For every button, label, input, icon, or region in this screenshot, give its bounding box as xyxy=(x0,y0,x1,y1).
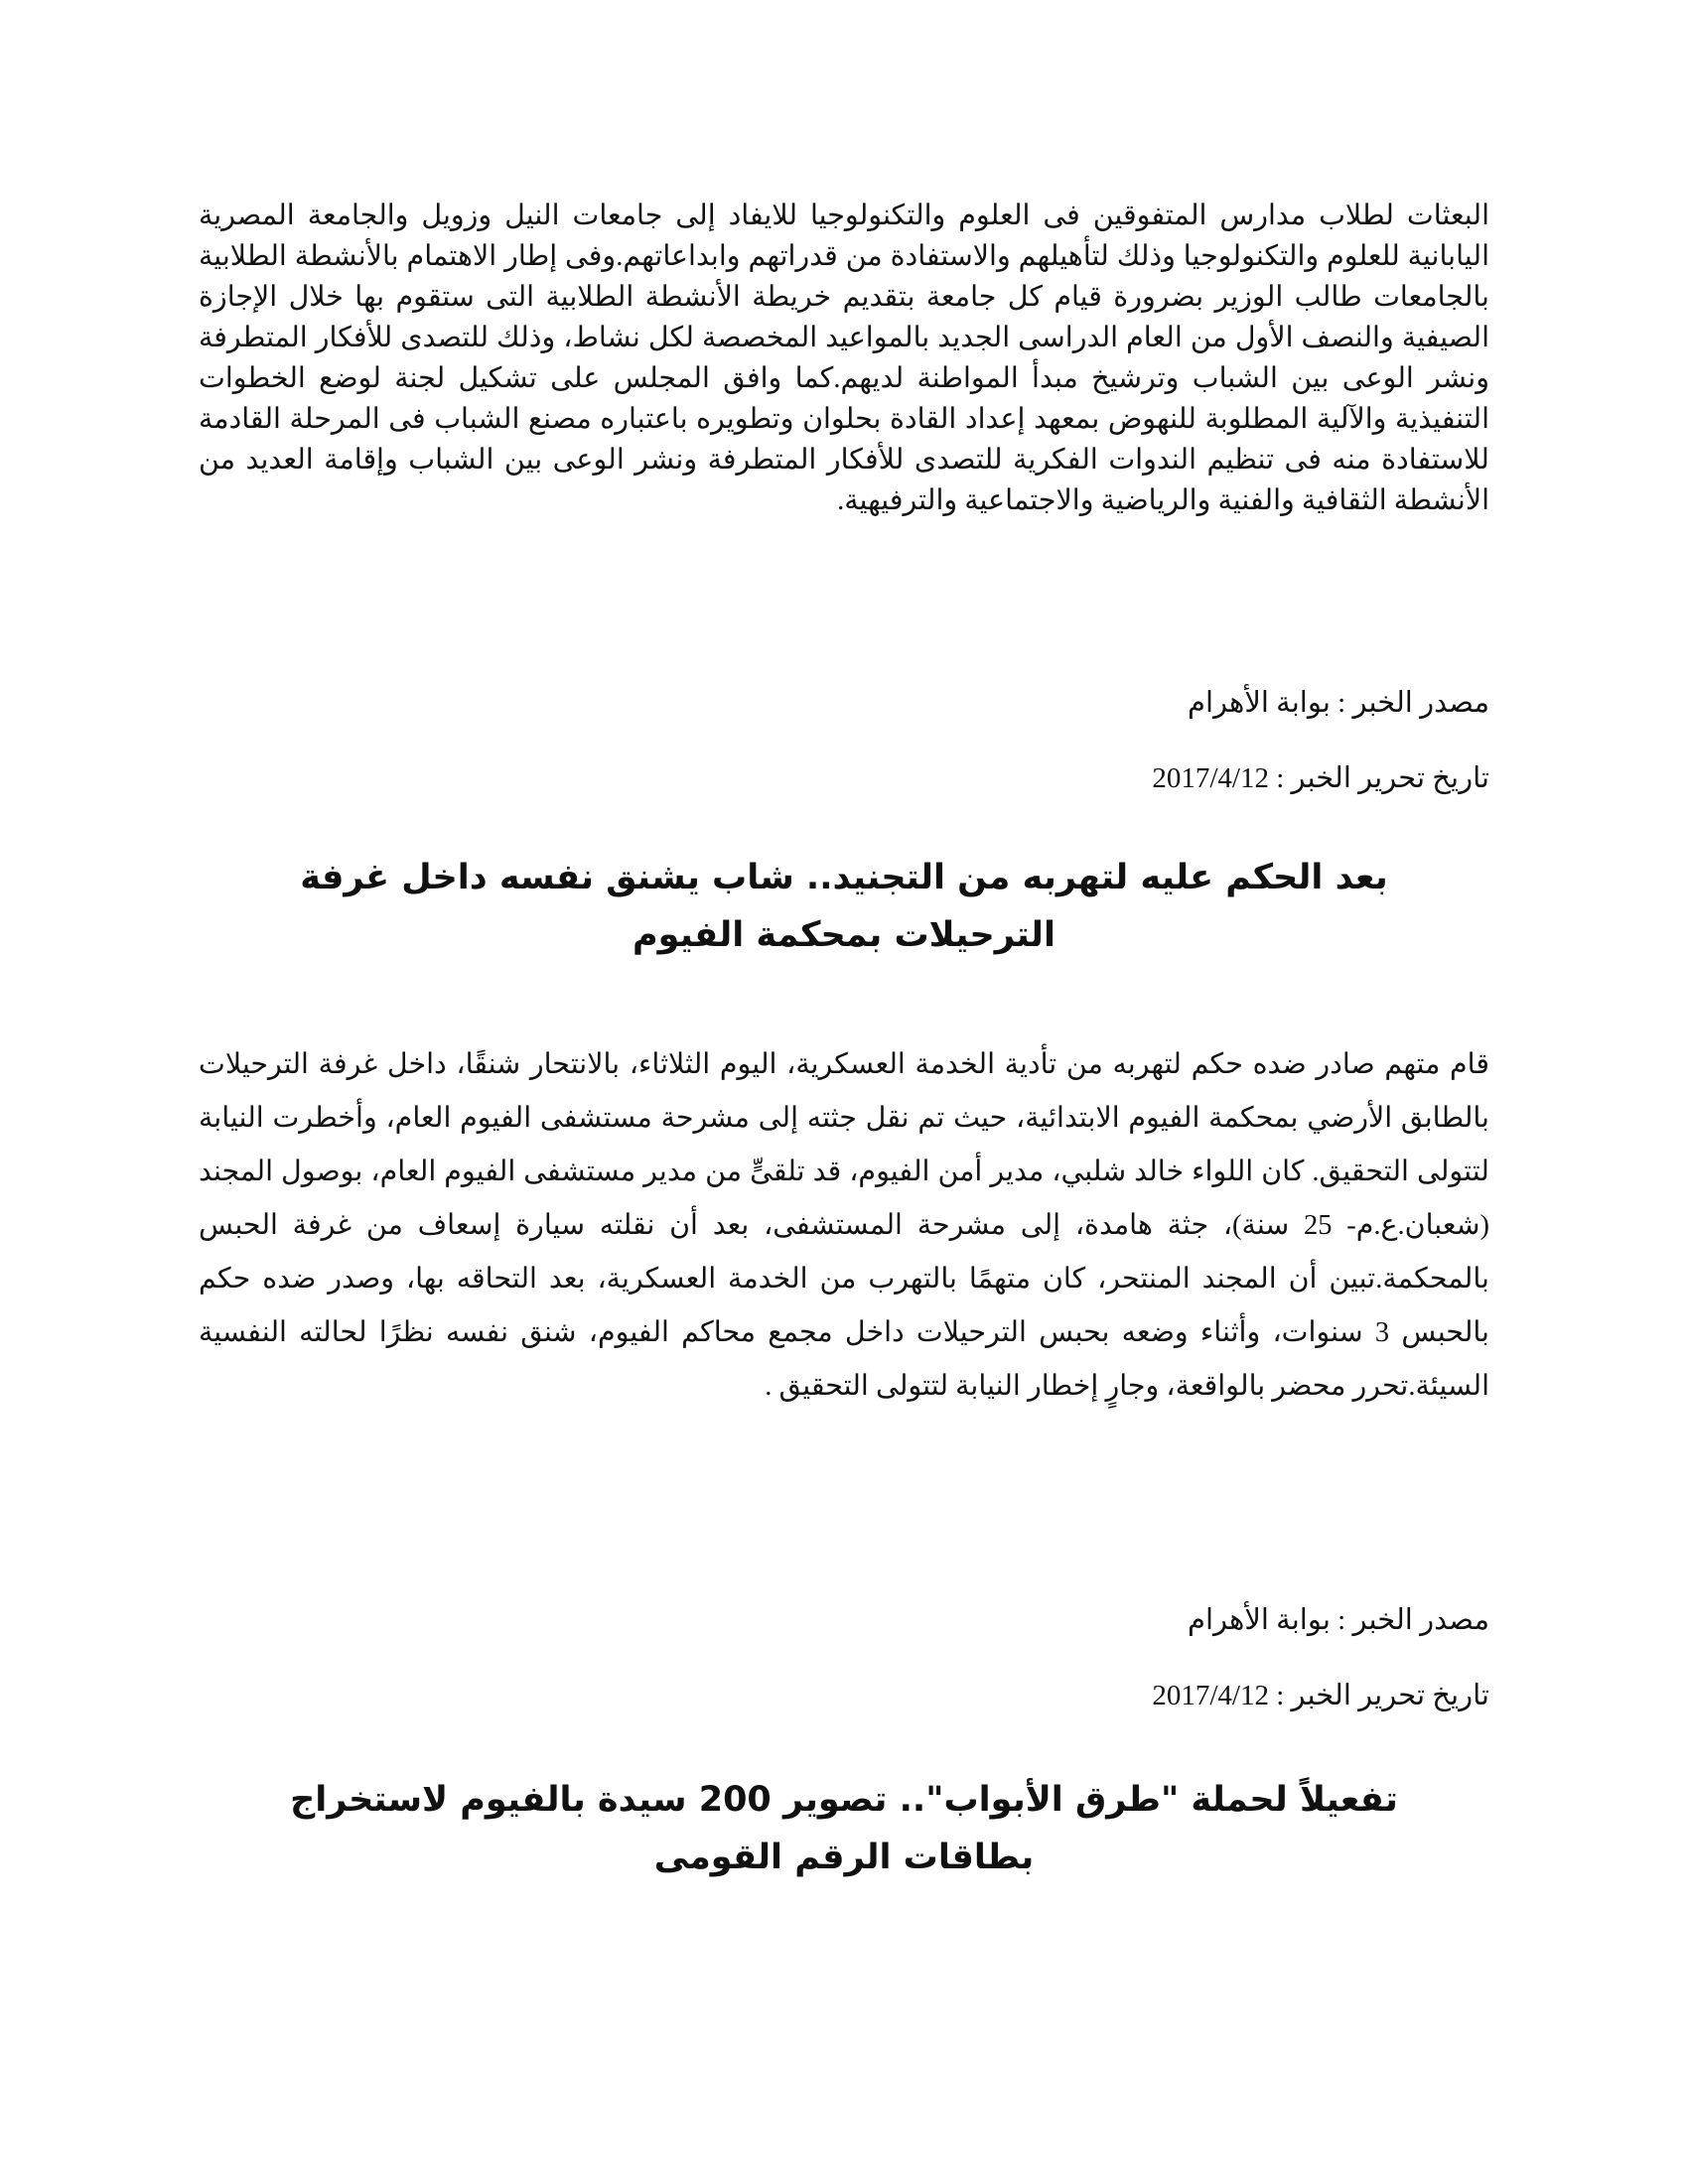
article1-section xyxy=(199,196,1489,521)
article2-date: تاريخ تحرير الخبر : 2017/4/12 xyxy=(1152,1680,1489,1711)
article1-source: مصدر الخبر : بوابة الأهرام xyxy=(1188,687,1489,719)
article3-headline: تفعيلاً لحملة "طرق الأبواب".. تصوير 200 سيدة بالفيوم لاستخراج بطاقات الرقم القومى xyxy=(290,1780,1398,1877)
article2-section xyxy=(199,1038,1489,1414)
article1-date-block xyxy=(199,758,1489,798)
article1-body: البعثات لطلاب مدارس المتفوقين فى العلوم والتكنولوجيا للايفاد إلى جامعات النيل وزويل والجامعة المصرية اليابانية للعلوم والتكنولوجيا وذلك لتأهيلهم والاستفادة من قدراتهم وابداعاتهم.وفى إطار الاهتمام بالأنشطة الطلابية بالجامعات طالب الوزير بضرورة قيام كل جامعة بتقديم خريطة الأنشطة الطلابية التى ستقوم بها خلال الإجازة الصيفية والنصف الأول من العام الدراسى الجديد بالمواعيد المخصصة لكل نشاط، وذلك للتصدى للأفكار المتطرفة ونشر الوعى بين الشباب وترشيخ مبدأ المواطنة لديهم.كما وافق المجلس على تشكيل لجنة لوضع الخطوات التنفيذية والآلية المطلوبة للنهوض بمعهد إعداد القادة بحلوان وتطويره باعتباره مصنع الشباب فى المرحلة القادمة للاستفادة منه فى تنظيم الندوات الفكرية للتصدى للأفكار المتطرفة ونشر الوعى بين الشباب وإقامة العديد من الأنشطة الثقافية والفنية والرياضية والاجتماعية والترفيهية. xyxy=(199,201,1489,516)
article2-body: قام متهم صادر ضده حكم لتهربه من تأدية الخدمة العسكرية، اليوم الثلاثاء، بالانتحار شنقًا، داخل غرفة الترحيلات بالطابق الأرضي بمحكمة الفيوم الابتدائية، حيث تم نقل جثته إلى مشرحة مستشفى الفيوم العام، وأخطرت النيابة لتتولى التحقيق. كان اللواء خالد شلبي، مدير أمن الفيوم، قد تلقىٍّ من مدير مستشفى الفيوم العام، بوصول المجند (شعبان.ع.م- 25 سنة)، جثة هامدة، إلى مشرحة المستشفى، بعد أن نقلته سيارة إسعاف من غرفة الحبس بالمحكمة.تبين أن المجند المنتحر، كان متهمًا بالتهرب من الخدمة العسكرية، بعد التحاقه بها، وصدر ضده حكم بالحبس 3 سنوات، وأثناء وضعه بحبس الترحيلات داخل مجمع محاكم الفيوم، شنق نفسه نظرًا لحالته النفسية السيئة.تحرر محضر بالواقعة، وجارٍ إخطار النيابة لتتولى التحقيق . xyxy=(199,1049,1490,1402)
article1-date: تاريخ تحرير الخبر : 2017/4/12 xyxy=(1152,762,1489,794)
article2-source-block xyxy=(199,1600,1489,1640)
article2-date-block xyxy=(199,1676,1489,1715)
article2-headline-block xyxy=(228,849,1460,964)
article2-headline: بعد الحكم عليه لتهربه من التجنيد.. شاب يشنق نفسه داخل غرفة الترحيلات بمحكمة الفيوم xyxy=(300,858,1388,955)
article2-source: مصدر الخبر : بوابة الأهرام xyxy=(1188,1604,1489,1636)
article3-headline-block xyxy=(228,1771,1460,1886)
article1-source-block xyxy=(199,683,1489,723)
